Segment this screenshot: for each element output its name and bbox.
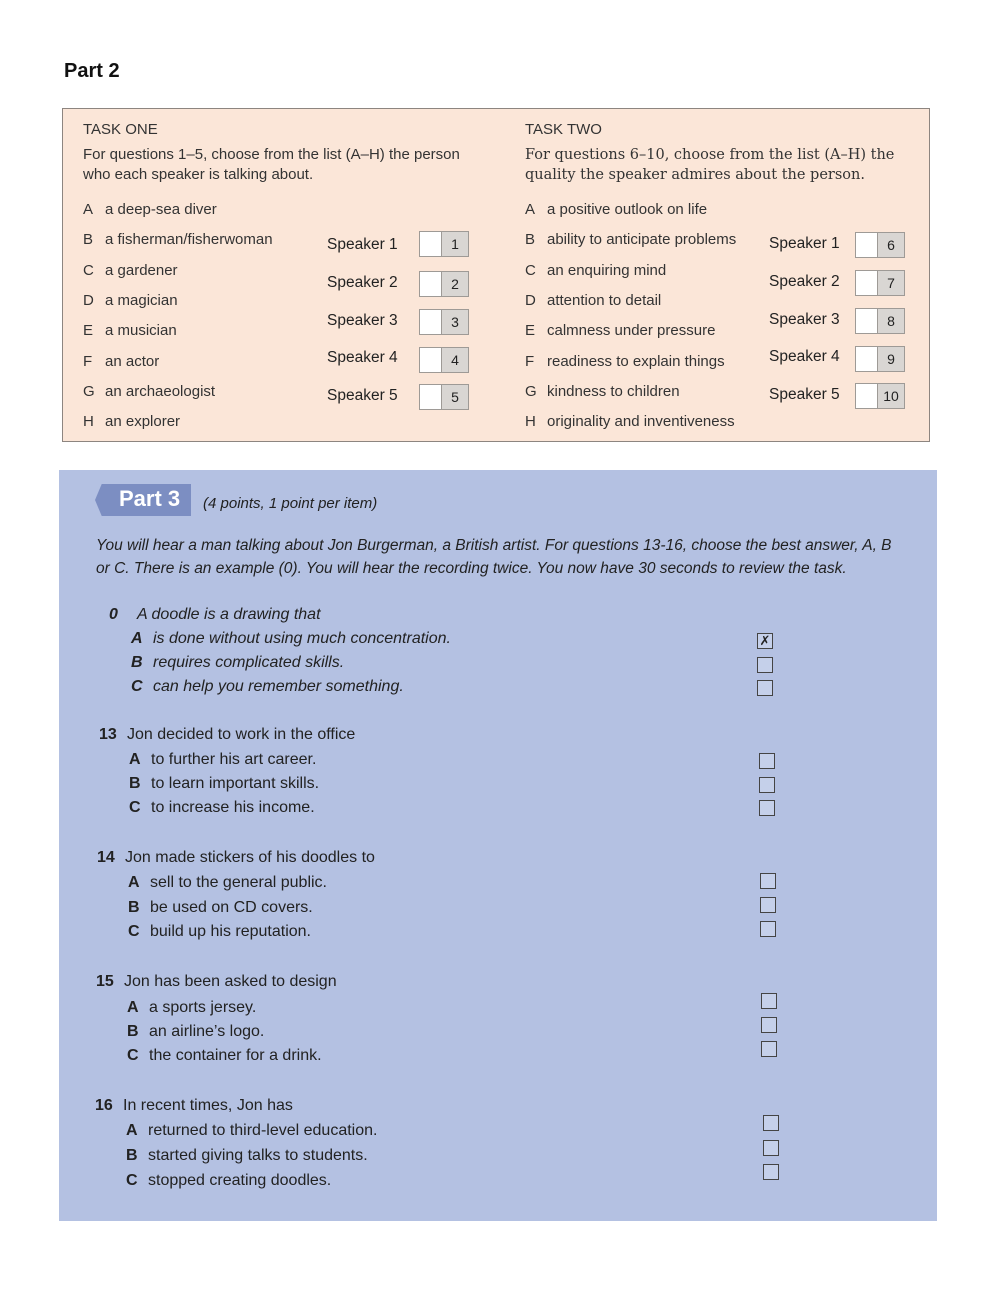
question-number: 15 xyxy=(96,973,114,990)
choice-letter: C xyxy=(129,799,141,816)
task-one-speaker-5-label: Speaker 5 xyxy=(327,387,398,404)
choice-text: be used on CD covers. xyxy=(150,899,313,916)
answer-number: 6 xyxy=(877,233,904,257)
option-letter: B xyxy=(525,231,536,248)
task-two-speaker-5-label: Speaker 5 xyxy=(769,386,840,403)
checkbox-0-c[interactable] xyxy=(757,680,773,696)
option-letter: F xyxy=(525,353,535,370)
task-one-instruction-line2: who each speaker is talking about. xyxy=(83,166,314,183)
task-one-answer-box-5[interactable] xyxy=(419,384,469,410)
answer-number: 3 xyxy=(441,310,468,334)
checkbox-13-a[interactable] xyxy=(759,753,775,769)
option-letter: D xyxy=(525,292,536,309)
task-one-answer-box-4[interactable] xyxy=(419,347,469,373)
task-two-speaker-3-label: Speaker 3 xyxy=(769,311,840,328)
option-text: an enquiring mind xyxy=(547,262,667,279)
option-text: a magician xyxy=(105,292,178,309)
choice-text: can help you remember something. xyxy=(153,678,404,695)
task-two-answer-box-10[interactable] xyxy=(855,383,905,409)
task-one-answer-box-3[interactable] xyxy=(419,309,469,335)
task-one-heading: TASK ONE xyxy=(83,121,158,138)
task-one-instruction-line1: For questions 1–5, choose from the list (A–H) the person xyxy=(83,146,460,163)
option-letter: H xyxy=(525,413,536,430)
task-two-instruction xyxy=(525,145,945,185)
option-letter: D xyxy=(83,292,94,309)
checkbox-16-c[interactable] xyxy=(763,1164,779,1180)
option-letter: G xyxy=(83,383,95,400)
answer-number: 10 xyxy=(877,384,904,408)
option-text: an archaeologist xyxy=(105,383,216,400)
choice-letter: A xyxy=(131,630,143,647)
task-one-option-a xyxy=(83,201,217,218)
option-letter: A xyxy=(525,201,536,218)
task-two-option-g xyxy=(525,383,680,400)
option-text: kindness to children xyxy=(547,383,680,400)
choice-15-a xyxy=(127,999,256,1017)
choice-13-c xyxy=(129,799,315,817)
question-14 xyxy=(97,849,375,867)
question-stem: Jon made stickers of his doodles to xyxy=(125,849,375,866)
question-number: 16 xyxy=(95,1097,113,1114)
choice-letter: A xyxy=(129,751,141,768)
task-one-option-g xyxy=(83,383,215,400)
question-13 xyxy=(99,726,355,744)
question-stem: A doodle is a drawing that xyxy=(137,606,321,623)
part3-points: (4 points, 1 point per item) xyxy=(203,495,378,512)
choice-letter: C xyxy=(127,1047,139,1064)
part3-instruction: You will hear a man talking about Jon Burgerman, a British artist. For questions 13-16, choose the best answer, A, B or C. There is an example (0). You will hear the recording twice. You now have 30 seconds to review the task. xyxy=(96,537,892,577)
task-one-option-d xyxy=(83,292,178,309)
option-text: an explorer xyxy=(105,413,181,430)
task-two-instruction-line2: quality the speaker admires about the person. xyxy=(525,167,865,183)
choice-text: returned to third-level education. xyxy=(148,1122,378,1139)
option-text: calmness under pressure xyxy=(547,322,716,339)
choice-text: to increase his income. xyxy=(151,799,315,816)
option-letter: E xyxy=(525,322,536,339)
task-two-speaker-2-label: Speaker 2 xyxy=(769,273,840,290)
choice-text: to further his art career. xyxy=(151,751,317,768)
checkbox-16-b[interactable] xyxy=(763,1140,779,1156)
choice-16-b xyxy=(126,1147,368,1165)
task-one-option-b xyxy=(83,231,273,248)
option-text: readiness to explain things xyxy=(547,353,725,370)
option-text: attention to detail xyxy=(547,292,662,309)
task-one-answer-box-2[interactable] xyxy=(419,271,469,297)
task-one-instruction xyxy=(83,145,503,185)
choice-text: a sports jersey. xyxy=(149,999,257,1016)
choice-text: stopped creating doodles. xyxy=(148,1172,332,1189)
checkbox-14-a[interactable] xyxy=(760,873,776,889)
option-text: a positive outlook on life xyxy=(547,201,708,218)
checkbox-13-b[interactable] xyxy=(759,777,775,793)
choice-0-c xyxy=(131,678,404,696)
option-text: a deep-sea diver xyxy=(105,201,217,218)
option-letter: B xyxy=(83,231,94,248)
question-number: 14 xyxy=(97,849,115,866)
task-one-answer-box-1[interactable] xyxy=(419,231,469,257)
question-0 xyxy=(109,606,321,624)
checkbox-15-a[interactable] xyxy=(761,993,777,1009)
task-one-speaker-3-label: Speaker 3 xyxy=(327,312,398,329)
choice-text: build up his reputation. xyxy=(150,923,311,940)
question-stem: In recent times, Jon has xyxy=(123,1097,293,1114)
answer-number: 2 xyxy=(441,272,468,296)
task-one-option-f xyxy=(83,353,159,370)
choice-text: an airline’s logo. xyxy=(149,1023,265,1040)
option-text: an actor xyxy=(105,353,160,370)
option-letter: A xyxy=(83,201,94,218)
choice-letter: B xyxy=(126,1147,138,1164)
checkbox-16-a[interactable] xyxy=(763,1115,779,1131)
task-two-answer-box-8[interactable] xyxy=(855,308,905,334)
question-16 xyxy=(95,1097,293,1115)
option-letter: G xyxy=(525,383,537,400)
task-two-option-c xyxy=(525,262,666,279)
option-letter: C xyxy=(83,262,94,279)
task-one-option-e xyxy=(83,322,177,339)
question-stem: Jon has been asked to design xyxy=(124,973,337,990)
choice-text: requires complicated skills. xyxy=(153,654,345,671)
choice-14-b xyxy=(128,899,313,917)
choice-text: to learn important skills. xyxy=(151,775,320,792)
choice-16-a xyxy=(126,1122,377,1140)
answer-number: 7 xyxy=(877,271,904,295)
task-one-speaker-2-label: Speaker 2 xyxy=(327,274,398,291)
choice-letter: C xyxy=(126,1172,138,1189)
choice-letter: A xyxy=(127,999,139,1016)
answer-number: 1 xyxy=(441,232,468,256)
option-text: a musician xyxy=(105,322,177,339)
task-two-speaker-1-label: Speaker 1 xyxy=(769,235,840,252)
part3-tag: Part 3 xyxy=(119,486,181,511)
task-two-option-e xyxy=(525,322,715,339)
question-number: 0 xyxy=(109,606,118,623)
choice-letter: C xyxy=(131,678,143,695)
choice-letter: B xyxy=(129,775,141,792)
task-two-instruction-line1: For questions 6–10, choose from the list (A–H) the xyxy=(525,147,895,163)
option-text: originality and inventiveness xyxy=(547,413,735,430)
task-one-option-h xyxy=(83,413,180,430)
task-one-option-c xyxy=(83,262,178,279)
choice-0-a xyxy=(131,630,451,648)
task-two-option-f xyxy=(525,353,725,370)
answer-number: 8 xyxy=(877,309,904,333)
task-two-answer-box-7[interactable] xyxy=(855,270,905,296)
choice-0-b xyxy=(131,654,344,672)
option-letter: F xyxy=(83,353,93,370)
choice-15-b xyxy=(127,1023,264,1041)
checkbox-15-b[interactable] xyxy=(761,1017,777,1033)
option-text: a fisherman/fisherwoman xyxy=(105,231,273,248)
choice-text: is done without using much concentration. xyxy=(153,630,451,647)
choice-16-c xyxy=(126,1172,331,1190)
choice-letter: B xyxy=(128,899,140,916)
choice-14-a xyxy=(128,874,327,892)
choice-letter: A xyxy=(128,874,140,891)
part2-title: Part 2 xyxy=(64,60,120,82)
part3-panel xyxy=(59,470,937,1221)
task-two-option-d xyxy=(525,292,661,309)
checkbox-14-b[interactable] xyxy=(760,897,776,913)
task-two-answer-box-6[interactable] xyxy=(855,232,905,258)
checkbox-0-b[interactable] xyxy=(757,657,773,673)
choice-15-c xyxy=(127,1047,322,1065)
task-two-answer-box-9[interactable] xyxy=(855,346,905,372)
answer-number: 9 xyxy=(877,347,904,371)
task-one-speaker-4-label: Speaker 4 xyxy=(327,349,398,366)
option-text: a gardener xyxy=(105,262,178,279)
part2-task-panel xyxy=(62,108,930,442)
task-one-speaker-1-label: Speaker 1 xyxy=(327,236,398,253)
option-text: ability to anticipate problems xyxy=(547,231,737,248)
choice-letter: B xyxy=(131,654,143,671)
question-number: 13 xyxy=(99,726,117,743)
checkbox-15-c[interactable] xyxy=(761,1041,777,1057)
choice-13-a xyxy=(129,751,316,769)
task-two-option-b xyxy=(525,231,736,248)
option-letter: E xyxy=(83,322,94,339)
checkbox-0-a[interactable]: ✗ xyxy=(757,633,773,649)
question-15 xyxy=(96,973,337,991)
option-letter: H xyxy=(83,413,94,430)
choice-text: started giving talks to students. xyxy=(148,1147,368,1164)
choice-letter: C xyxy=(128,923,140,940)
option-letter: C xyxy=(525,262,536,279)
task-two-option-a xyxy=(525,201,707,218)
checkbox-13-c[interactable] xyxy=(759,800,775,816)
answer-number: 4 xyxy=(441,348,468,372)
task-two-speaker-4-label: Speaker 4 xyxy=(769,348,840,365)
task-two-option-h xyxy=(525,413,735,430)
task-two-heading: TASK TWO xyxy=(525,121,602,138)
answer-number: 5 xyxy=(441,385,468,409)
choice-text: sell to the general public. xyxy=(150,874,327,891)
choice-text: the container for a drink. xyxy=(149,1047,322,1064)
choice-13-b xyxy=(129,775,319,793)
question-stem: Jon decided to work in the office xyxy=(127,726,356,743)
choice-letter: B xyxy=(127,1023,139,1040)
choice-letter: A xyxy=(126,1122,138,1139)
checkbox-14-c[interactable] xyxy=(760,921,776,937)
choice-14-c xyxy=(128,923,311,941)
